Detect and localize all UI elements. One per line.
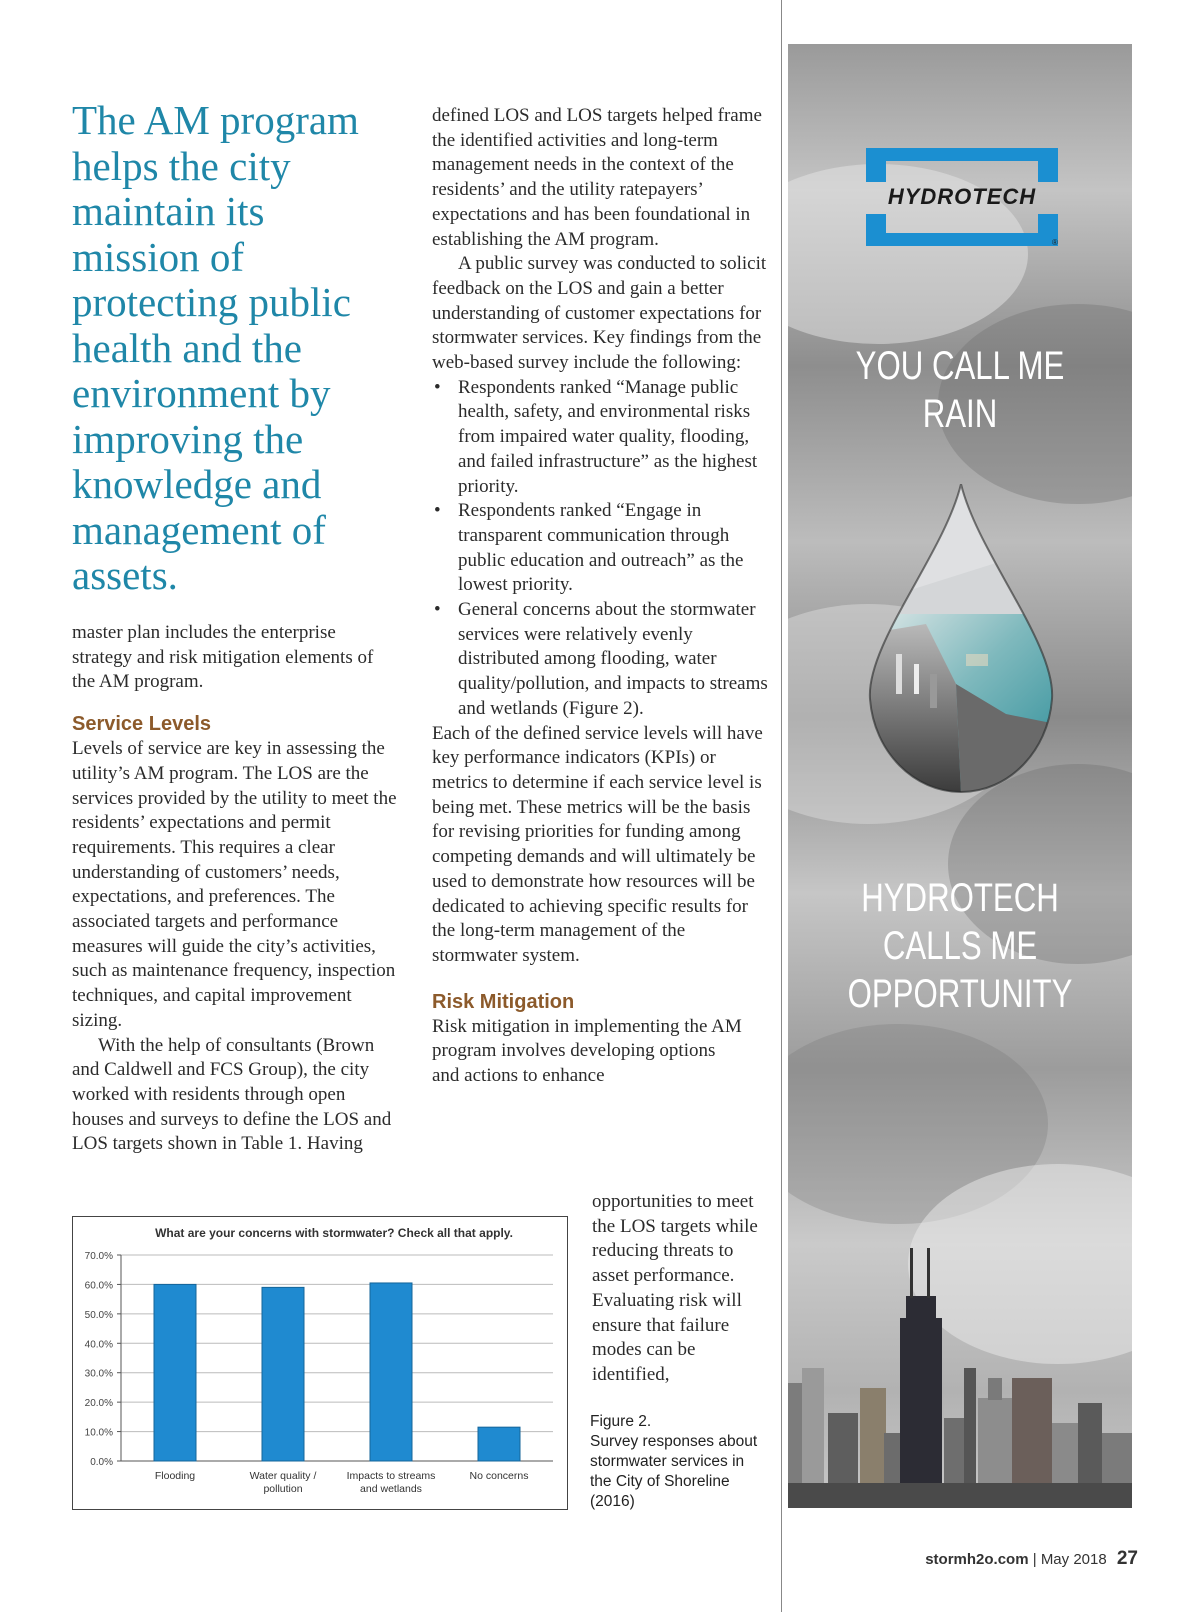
x-tick-label: and wetlands	[360, 1483, 422, 1495]
site-name: stormh2o.com	[925, 1551, 1029, 1568]
y-tick-label: 60.0%	[84, 1280, 113, 1292]
left-column	[72, 621, 400, 1157]
bar-flooding	[154, 1284, 196, 1461]
paragraph-kpi: Each of the defined service levels will have key performance indicators (KPIs) or metrics to determine if each service level is being met. These metrics will be the basis for revising priorities for funding among competing demands and will ultimately be used to demonstrate how resources will be dedicated to achieving specific results for the long-term management of the stormwater system.	[432, 722, 763, 966]
page-number: 27	[1116, 1548, 1138, 1569]
paragraph-risk-mitigation: Risk mitigation in implementing the AM program involves developing options and actions to enhance	[432, 1015, 742, 1087]
y-tick-label: 20.0%	[84, 1398, 113, 1410]
survey-findings-list	[432, 376, 768, 722]
chart-x-axis	[155, 1470, 529, 1495]
figure-caption	[590, 1412, 770, 1512]
bar-impacts-to-streams-and-wetlands	[370, 1283, 412, 1461]
y-tick-label: 70.0%	[84, 1251, 113, 1262]
paragraph-public-survey: A public survey was conducted to solicit feedback on the LOS and gain a better understanding of customer expectations for stormwater services. Key findings from the web-based survey include the following:	[432, 253, 767, 374]
x-tick-label: Flooding	[154, 1470, 196, 1482]
y-tick-label: 0.0%	[90, 1457, 113, 1468]
y-tick-label: 30.0%	[84, 1368, 113, 1380]
y-tick-label: 10.0%	[84, 1427, 113, 1439]
footer-separator: |	[1032, 1551, 1037, 1568]
registered-mark: ®	[1052, 238, 1058, 247]
page-footer	[925, 1548, 1138, 1570]
heading-risk-mitigation: Risk Mitigation	[432, 990, 575, 1013]
column-divider	[781, 0, 782, 1612]
list-item: • Respondents ranked “Manage public health, safety, and environmental risks from impaired water quality, flooding, and failed infrastructure” as the highest priority.	[432, 376, 768, 500]
figure-label: Figure 2.	[590, 1413, 652, 1430]
heading-service-levels: Service Levels	[72, 713, 211, 736]
bar-no-concerns	[478, 1427, 520, 1461]
risk-continuation	[592, 1190, 772, 1388]
paragraph-consultants: With the help of consultants (Brown and Caldwell and FCS Group), the city worked with residents through open houses and surveys to define the LOS and LOS targets shown in Table 1. Having	[72, 1034, 392, 1155]
ad-tagline-opportunity: HYDROTECH CALLS ME OPPORTUNITY	[847, 876, 1073, 1016]
ad-tagline-rain: YOU CALL ME RAIN	[855, 344, 1065, 436]
brand-name: HYDROTECH	[887, 184, 1037, 209]
chart-bars	[154, 1283, 520, 1461]
pull-quote: The AM program helps the city maintain its mission of protecting public health and the environment by improving the knowledge and management of assets.	[72, 97, 359, 598]
x-tick-label: Impacts to streams	[346, 1470, 436, 1482]
chart-canvas	[73, 1217, 567, 1509]
figure-caption-text: Survey responses about stormwater services in the City of Shoreline (2016)	[590, 1433, 758, 1510]
hydrotech-advertisement[interactable]	[788, 44, 1132, 1508]
chart-y-axis	[85, 1251, 121, 1468]
chart-title: What are your concerns with stormwater? Check all that apply.	[155, 1226, 513, 1240]
list-item: • General concerns about the stormwater services were relatively evenly distributed among flooding, water quality/pollution, and impacts to streams and wetlands (Figure 2).	[432, 598, 768, 722]
y-tick-label: 50.0%	[84, 1309, 113, 1321]
right-column	[432, 104, 768, 1089]
y-tick-label: 40.0%	[84, 1339, 113, 1351]
paragraph-master-plan: master plan includes the enterprise strategy and risk mitigation elements of the AM program.	[72, 622, 374, 693]
paragraph-levels-of-service: Levels of service are key in assessing the utility’s AM program. The LOS are the services provided by the utility to meet the residents’ expectations and permit requirements. This requires a clear understanding of customers’ needs, expectations, and preferences. The associated targets and performance measures will guide the city’s activities, such as maintenance frequency, inspection techniques, and capital improvement sizing.	[72, 738, 397, 1031]
issue-date: May 2018	[1040, 1551, 1107, 1568]
x-tick-label: No concerns	[469, 1470, 529, 1482]
city-skyline-image	[788, 1248, 1132, 1508]
list-item: • Respondents ranked “Engage in transparent communication through public education and outreach” as the lowest priority.	[432, 499, 768, 598]
paragraph-defined-los: defined LOS and LOS targets helped frame the identified activities and long-term management needs in the context of the residents’ and the utility ratepayers’ expectations and has been foundational in establishing the AM program.	[432, 105, 762, 250]
paragraph-risk-continued: opportunities to meet the LOS targets while reducing threats to asset performance. Evaluating risk will ensure that failure modes can be identified,	[592, 1191, 758, 1385]
bar-water-quality-pollution	[262, 1287, 304, 1461]
survey-bar-chart	[72, 1216, 568, 1510]
hydrotech-logo	[866, 148, 1058, 246]
x-tick-label: pollution	[263, 1483, 303, 1495]
water-drop-image	[866, 484, 1056, 794]
x-tick-label: Water quality /	[249, 1470, 317, 1482]
